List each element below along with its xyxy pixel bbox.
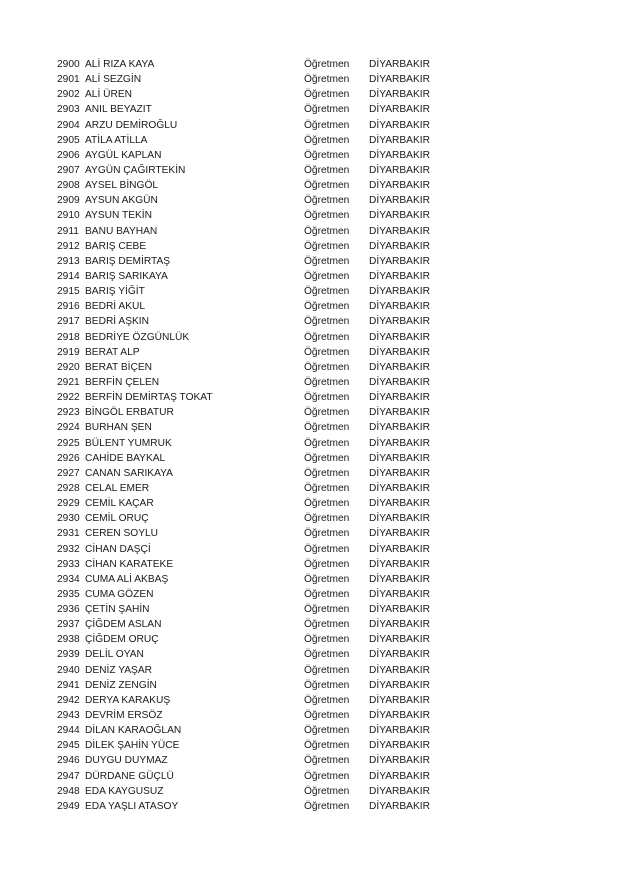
row-number: 2913 [57,255,80,267]
person-role: Öğretmen [304,573,350,585]
person-city: DİYARBAKIR [369,482,430,494]
person-city: DİYARBAKIR [369,528,430,540]
person-name: CUMA GÖZEN [85,588,154,600]
person-city: DİYARBAKIR [369,710,430,722]
person-role: Öğretmen [304,270,350,282]
row-number: 2944 [57,725,80,737]
list-row [57,511,477,526]
person-city: DİYARBAKIR [369,422,430,434]
list-row [57,405,477,420]
person-role: Öğretmen [304,376,350,388]
list-row [57,133,477,148]
person-role: Öğretmen [304,422,350,434]
row-number: 2938 [57,634,80,646]
list-row [57,72,477,87]
row-number: 2911 [57,225,79,237]
row-number: 2901 [57,74,80,86]
row-number: 2924 [57,422,80,434]
person-city: DİYARBAKIR [369,331,430,343]
teacher-list [57,57,477,814]
row-number: 2935 [57,588,80,600]
person-role: Öğretmen [304,331,350,343]
person-role: Öğretmen [304,482,350,494]
list-row [57,118,477,133]
person-role: Öğretmen [304,755,350,767]
person-name: DİLEK ŞAHİN YÜCE [85,740,180,752]
person-name: BÜLENT YUMRUK [85,437,172,449]
person-role: Öğretmen [304,498,350,510]
person-role: Öğretmen [304,74,350,86]
person-role: Öğretmen [304,240,350,252]
person-role: Öğretmen [304,543,350,555]
person-city: DİYARBAKIR [369,543,430,555]
list-row [57,284,477,299]
person-name: ÇİĞDEM ORUÇ [85,634,159,646]
person-role: Öğretmen [304,89,350,101]
person-name: BERFİN ÇELEN [85,376,160,388]
person-city: DİYARBAKIR [369,573,430,585]
list-row [57,708,477,723]
person-role: Öğretmen [304,301,350,313]
person-city: DİYARBAKIR [369,255,430,267]
row-number: 2934 [57,573,80,585]
person-role: Öğretmen [304,316,350,328]
person-role: Öğretmen [304,164,350,176]
list-row [57,557,477,572]
row-number: 2942 [57,694,80,706]
person-name: BERFİN DEMİRTAŞ TOKAT [85,392,213,404]
person-city: DİYARBAKIR [369,225,430,237]
list-row [57,663,477,678]
list-row [57,526,477,541]
person-name: AYSUN AKGÜN [85,195,158,207]
person-role: Öğretmen [304,467,350,479]
person-role: Öğretmen [304,664,350,676]
person-name: ARZU DEMİROĞLU [85,119,178,131]
list-row [57,314,477,329]
person-name: ÇİĞDEM ASLAN [85,619,162,631]
row-number: 2905 [57,134,80,146]
row-number: 2926 [57,452,80,464]
row-number: 2904 [57,119,80,131]
person-city: DİYARBAKIR [369,558,430,570]
person-role: Öğretmen [304,286,350,298]
person-role: Öğretmen [304,195,350,207]
row-number: 2918 [57,331,80,343]
person-name: DERYA KARAKUŞ [85,694,171,706]
row-number: 2920 [57,361,80,373]
list-row [57,375,477,390]
person-name: BEDRİ AKUL [85,301,146,313]
list-row [57,436,477,451]
list-row [57,224,477,239]
person-city: DİYARBAKIR [369,725,430,737]
person-role: Öğretmen [304,634,350,646]
person-city: DİYARBAKIR [369,195,430,207]
list-row [57,420,477,435]
person-city: DİYARBAKIR [369,513,430,525]
person-role: Öğretmen [304,528,350,540]
person-role: Öğretmen [304,134,350,146]
row-number: 2916 [57,301,80,313]
person-city: DİYARBAKIR [369,149,430,161]
row-number: 2925 [57,437,80,449]
person-name: DELİL OYAN [85,649,144,661]
row-number: 2908 [57,180,80,192]
person-city: DİYARBAKIR [369,134,430,146]
person-city: DİYARBAKIR [369,755,430,767]
person-name: DENİZ YAŞAR [85,664,152,676]
list-row [57,163,477,178]
list-row [57,617,477,632]
person-city: DİYARBAKIR [369,437,430,449]
list-row [57,769,477,784]
row-number: 2929 [57,498,80,510]
row-number: 2919 [57,346,80,358]
person-name: DEVRİM ERSÖZ [85,710,163,722]
person-city: DİYARBAKIR [369,180,430,192]
row-number: 2937 [57,619,80,631]
row-number: 2940 [57,664,80,676]
list-row [57,239,477,254]
row-number: 2941 [57,679,80,691]
person-name: BANU BAYHAN [85,225,158,237]
person-city: DİYARBAKIR [369,361,430,373]
row-number: 2945 [57,740,80,752]
person-role: Öğretmen [304,392,350,404]
person-city: DİYARBAKIR [369,800,430,812]
person-name: DİLAN KARAOĞLAN [85,725,182,737]
person-role: Öğretmen [304,710,350,722]
person-name: CUMA ALİ AKBAŞ [85,573,169,585]
row-number: 2932 [57,543,80,555]
person-role: Öğretmen [304,725,350,737]
person-name: ALİ SEZGİN [85,74,142,86]
person-city: DİYARBAKIR [369,164,430,176]
person-name: CEREN SOYLU [85,528,159,540]
list-row [57,632,477,647]
person-city: DİYARBAKIR [369,407,430,419]
row-number: 2910 [57,210,80,222]
person-name: BARIŞ YİĞİT [85,286,145,298]
person-name: AYSUN TEKİN [85,210,152,222]
person-name: BURHAN ŞEN [85,422,152,434]
person-role: Öğretmen [304,770,350,782]
list-row [57,496,477,511]
person-role: Öğretmen [304,210,350,222]
person-role: Öğretmen [304,588,350,600]
person-name: EDA KAYGUSUZ [85,785,164,797]
person-role: Öğretmen [304,255,350,267]
person-role: Öğretmen [304,694,350,706]
person-city: DİYARBAKIR [369,770,430,782]
person-city: DİYARBAKIR [369,452,430,464]
list-row [57,345,477,360]
row-number: 2923 [57,407,80,419]
person-name: BEDRİ AŞKIN [85,316,149,328]
list-row [57,587,477,602]
row-number: 2946 [57,755,80,767]
person-city: DİYARBAKIR [369,694,430,706]
person-city: DİYARBAKIR [369,104,430,116]
person-city: DİYARBAKIR [369,74,430,86]
person-city: DİYARBAKIR [369,649,430,661]
list-row [57,799,477,814]
person-name: DUYGU DUYMAZ [85,755,168,767]
row-number: 2930 [57,513,80,525]
person-city: DİYARBAKIR [369,664,430,676]
person-name: BARIŞ CEBE [85,240,147,252]
row-number: 2947 [57,770,80,782]
list-row [57,602,477,617]
person-city: DİYARBAKIR [369,286,430,298]
list-row [57,572,477,587]
person-name: ATİLA ATİLLA [85,134,148,146]
person-city: DİYARBAKIR [369,740,430,752]
person-name: BARIŞ SARIKAYA [85,270,168,282]
person-name: EDA YAŞLI ATASOY [85,800,179,812]
person-city: DİYARBAKIR [369,604,430,616]
person-name: ANIL BEYAZIT [85,104,152,116]
person-name: CEMİL ORUÇ [85,513,149,525]
list-row [57,299,477,314]
person-role: Öğretmen [304,452,350,464]
person-role: Öğretmen [304,346,350,358]
person-name: BİNGÖL ERBATUR [85,407,174,419]
person-role: Öğretmen [304,361,350,373]
person-city: DİYARBAKIR [369,679,430,691]
list-row [57,148,477,163]
person-role: Öğretmen [304,785,350,797]
person-name: CEMİL KAÇAR [85,498,154,510]
row-number: 2914 [57,270,80,282]
person-role: Öğretmen [304,740,350,752]
person-name: BERAT ALP [85,346,140,358]
person-name: ÇETİN ŞAHİN [85,604,150,616]
row-number: 2907 [57,164,80,176]
person-role: Öğretmen [304,604,350,616]
person-name: BARIŞ DEMİRTAŞ [85,255,171,267]
list-row [57,723,477,738]
list-row [57,178,477,193]
person-name: BEDRİYE ÖZGÜNLÜK [85,331,190,343]
person-name: DÜRDANE GÜÇLÜ [85,770,174,782]
list-row [57,390,477,405]
row-number: 2933 [57,558,80,570]
person-role: Öğretmen [304,104,350,116]
person-name: CANAN SARIKAYA [85,467,173,479]
person-name: CAHİDE BAYKAL [85,452,166,464]
list-row [57,193,477,208]
person-name: CİHAN KARATEKE [85,558,174,570]
list-row [57,451,477,466]
row-number: 2948 [57,785,80,797]
list-row [57,254,477,269]
row-number: 2927 [57,467,80,479]
person-city: DİYARBAKIR [369,346,430,358]
row-number: 2903 [57,104,80,116]
person-role: Öğretmen [304,119,350,131]
list-row [57,87,477,102]
list-row [57,647,477,662]
person-city: DİYARBAKIR [369,240,430,252]
person-role: Öğretmen [304,149,350,161]
row-number: 2912 [57,240,80,252]
person-name: DENİZ ZENGİN [85,679,157,691]
row-number: 2949 [57,800,80,812]
person-role: Öğretmen [304,225,350,237]
person-city: DİYARBAKIR [369,210,430,222]
row-number: 2921 [57,376,80,388]
list-row [57,753,477,768]
person-role: Öğretmen [304,513,350,525]
list-row [57,738,477,753]
person-city: DİYARBAKIR [369,785,430,797]
list-row [57,693,477,708]
row-number: 2939 [57,649,80,661]
row-number: 2902 [57,89,80,101]
person-role: Öğretmen [304,59,350,70]
list-row [57,269,477,284]
person-city: DİYARBAKIR [369,392,430,404]
row-number: 2906 [57,149,80,161]
row-number: 2936 [57,604,80,616]
row-number: 2900 [57,59,80,70]
person-city: DİYARBAKIR [369,89,430,101]
list-row [57,208,477,223]
person-city: DİYARBAKIR [369,59,430,70]
person-role: Öğretmen [304,649,350,661]
person-city: DİYARBAKIR [369,588,430,600]
list-row [57,678,477,693]
person-name: AYGÜL KAPLAN [85,149,162,161]
person-name: ALİ ÜREN [85,89,132,101]
person-name: ALİ RIZA KAYA [85,59,155,70]
row-number: 2915 [57,286,80,298]
row-number: 2931 [57,528,80,540]
list-row [57,330,477,345]
person-name: AYSEL BİNGÖL [85,180,159,192]
person-city: DİYARBAKIR [369,301,430,313]
person-role: Öğretmen [304,558,350,570]
person-name: AYGÜN ÇAĞIRTEKİN [85,164,186,176]
row-number: 2943 [57,710,80,722]
row-number: 2922 [57,392,80,404]
list-row [57,57,477,72]
person-name: CİHAN DAŞÇİ [85,543,151,555]
person-city: DİYARBAKIR [369,316,430,328]
person-city: DİYARBAKIR [369,270,430,282]
person-city: DİYARBAKIR [369,119,430,131]
list-row [57,102,477,117]
person-role: Öğretmen [304,619,350,631]
person-role: Öğretmen [304,437,350,449]
person-role: Öğretmen [304,800,350,812]
person-role: Öğretmen [304,180,350,192]
list-row [57,784,477,799]
person-city: DİYARBAKIR [369,498,430,510]
list-row [57,466,477,481]
person-name: BERAT BİÇEN [85,361,152,373]
person-role: Öğretmen [304,407,350,419]
row-number: 2928 [57,482,80,494]
person-name: CELAL EMER [85,482,150,494]
row-number: 2917 [57,316,80,328]
list-row [57,481,477,496]
list-row [57,542,477,557]
person-city: DİYARBAKIR [369,619,430,631]
person-role: Öğretmen [304,679,350,691]
person-city: DİYARBAKIR [369,467,430,479]
person-city: DİYARBAKIR [369,634,430,646]
list-row [57,360,477,375]
row-number: 2909 [57,195,80,207]
person-city: DİYARBAKIR [369,376,430,388]
